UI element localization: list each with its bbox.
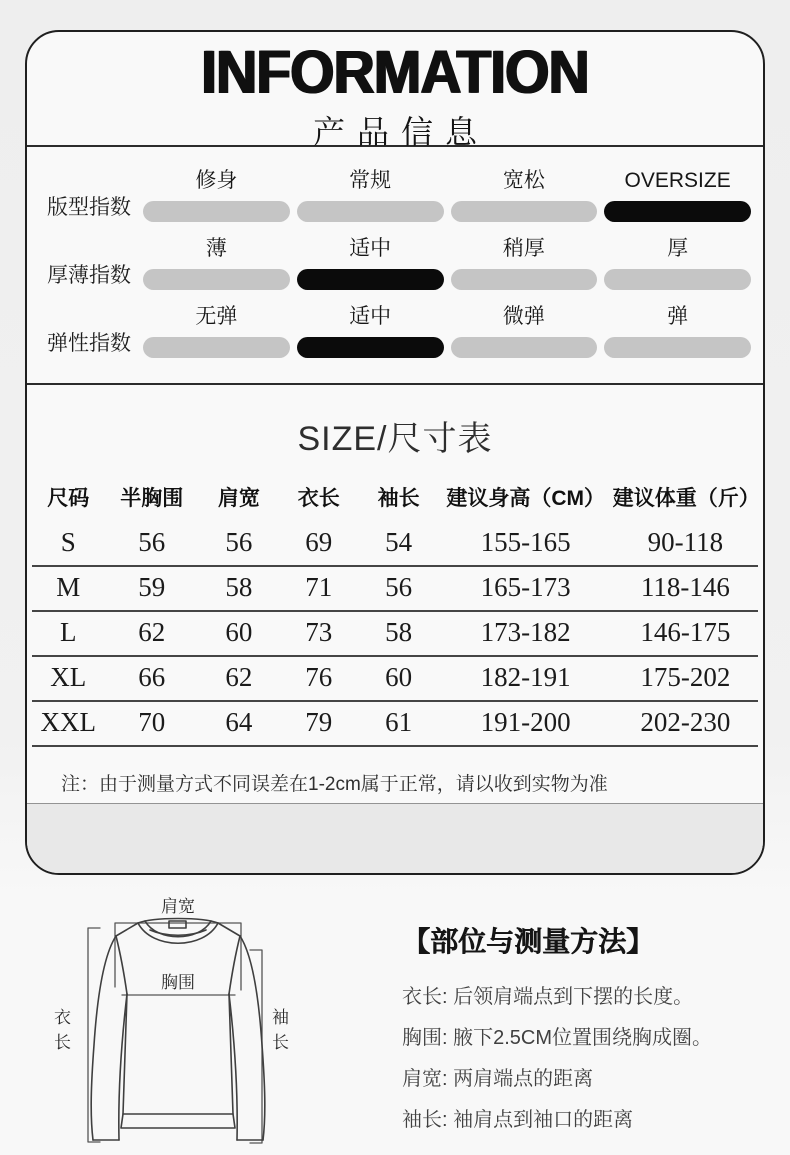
cell-weight: 175-202 bbox=[613, 656, 758, 701]
indicator-pill bbox=[297, 269, 444, 290]
panel-footer bbox=[27, 803, 763, 873]
table-row bbox=[32, 656, 758, 701]
option-label: OVERSIZE bbox=[624, 169, 731, 192]
indicator-pill bbox=[451, 269, 598, 290]
cell-shoulder: 60 bbox=[199, 611, 279, 656]
option-label: 常规 bbox=[349, 169, 392, 192]
cell-weight: 146-175 bbox=[613, 611, 758, 656]
table-row bbox=[32, 701, 758, 746]
cell-chest: 70 bbox=[105, 701, 199, 746]
measure-item-shoulder: 肩宽: 两肩端点的距离 bbox=[402, 1068, 594, 1090]
cell-sleeve: 54 bbox=[359, 522, 439, 566]
size-table-title: SIZE/尺寸表 bbox=[297, 420, 493, 458]
cell-length: 73 bbox=[279, 611, 359, 656]
measure-text bbox=[390, 890, 790, 1155]
cell-height: 191-200 bbox=[439, 701, 613, 746]
cell-weight: 202-230 bbox=[613, 701, 758, 746]
indicator-pill bbox=[451, 201, 598, 222]
size-section bbox=[27, 385, 763, 796]
cell-length: 76 bbox=[279, 656, 359, 701]
cell-chest: 62 bbox=[105, 611, 199, 656]
cell-height: 155-165 bbox=[439, 522, 613, 566]
cell-chest: 66 bbox=[105, 656, 199, 701]
indicator-pill bbox=[143, 201, 290, 222]
column-header: 肩宽 bbox=[217, 487, 260, 510]
cell-height: 173-182 bbox=[439, 611, 613, 656]
cell-shoulder: 64 bbox=[199, 701, 279, 746]
option-label: 微弹 bbox=[502, 305, 545, 329]
diagram-length-label: 衣长 bbox=[51, 1008, 70, 1058]
cell-sleeve: 61 bbox=[359, 701, 439, 746]
indicator-option bbox=[143, 169, 290, 222]
cell-length: 71 bbox=[279, 566, 359, 611]
indicator-row-thickness bbox=[47, 237, 753, 290]
indicator-option bbox=[143, 237, 290, 290]
indicator-pill bbox=[604, 201, 751, 222]
info-panel bbox=[25, 30, 765, 875]
table-row bbox=[32, 611, 758, 656]
diagram-sleeve-label: 袖长 bbox=[269, 1008, 288, 1058]
size-table-header-row bbox=[32, 478, 758, 522]
indicator-option bbox=[451, 237, 598, 290]
cell-chest: 59 bbox=[105, 566, 199, 611]
option-label: 稍厚 bbox=[502, 237, 545, 261]
column-header: 建议身高（CM） bbox=[446, 487, 605, 510]
indicator-option bbox=[297, 305, 444, 358]
cell-shoulder: 58 bbox=[199, 566, 279, 611]
cell-sleeve: 58 bbox=[359, 611, 439, 656]
diagram-chest-label: 胸围 bbox=[161, 973, 195, 992]
cell-size: L bbox=[32, 611, 105, 656]
cell-length: 79 bbox=[279, 701, 359, 746]
table-row bbox=[32, 566, 758, 611]
option-label: 厚 bbox=[667, 237, 689, 261]
indicator-pill bbox=[604, 269, 751, 290]
indicator-options bbox=[143, 237, 753, 290]
cell-shoulder: 56 bbox=[199, 522, 279, 566]
cell-weight: 118-146 bbox=[613, 566, 758, 611]
option-label: 适中 bbox=[349, 305, 392, 329]
cell-height: 182-191 bbox=[439, 656, 613, 701]
option-label: 薄 bbox=[205, 237, 227, 261]
cell-size: M bbox=[32, 566, 105, 611]
cell-height: 165-173 bbox=[439, 566, 613, 611]
size-table bbox=[32, 478, 758, 747]
cell-size: S bbox=[32, 522, 105, 566]
measure-item-length: 衣长: 后领肩端点到下摆的长度。 bbox=[402, 986, 694, 1008]
column-header: 尺码 bbox=[47, 487, 90, 510]
cell-size: XXL bbox=[32, 701, 105, 746]
indicator-row-elasticity bbox=[47, 305, 753, 358]
indicator-pill bbox=[297, 337, 444, 358]
indicator-option bbox=[604, 237, 751, 290]
column-header: 半胸围 bbox=[120, 487, 184, 510]
indicator-options bbox=[143, 305, 753, 358]
indicator-option bbox=[143, 305, 290, 358]
column-header: 衣长 bbox=[297, 487, 340, 510]
page-subtitle: 产品信息 bbox=[312, 114, 489, 150]
indicator-option bbox=[604, 169, 751, 222]
indicator-pill bbox=[143, 269, 290, 290]
page-title: INFORMATION bbox=[201, 36, 589, 107]
cell-sleeve: 56 bbox=[359, 566, 439, 611]
indicator-label: 版型指数 bbox=[47, 196, 131, 220]
indicator-option bbox=[604, 305, 751, 358]
diagram-shoulder-label: 肩宽 bbox=[161, 897, 195, 916]
sweater-line-art bbox=[30, 890, 390, 1155]
indicator-label: 厚薄指数 bbox=[47, 264, 131, 288]
garment-diagram bbox=[30, 890, 390, 1155]
indicator-pill bbox=[143, 337, 290, 358]
indicator-row-fit bbox=[47, 169, 753, 222]
cell-size: XL bbox=[32, 656, 105, 701]
column-header: 袖长 bbox=[377, 487, 420, 510]
measure-item-sleeve: 袖长: 袖肩点到袖口的距离 bbox=[402, 1109, 634, 1131]
measure-item-chest: 胸围: 腋下2.5CM位置围绕胸成圈。 bbox=[402, 1027, 713, 1049]
measure-heading: 【部位与测量方法】 bbox=[402, 926, 655, 957]
measurement-note: 注：由于测量方式不同误差在1-2cm属于正常，请以收到实物为准 bbox=[61, 774, 608, 795]
option-label: 无弹 bbox=[195, 305, 238, 329]
indicator-option bbox=[297, 237, 444, 290]
cell-sleeve: 60 bbox=[359, 656, 439, 701]
indicator-pill bbox=[297, 201, 444, 222]
column-header: 建议体重（斤） bbox=[612, 487, 760, 510]
panel-header bbox=[27, 32, 763, 150]
indicator-pill bbox=[604, 337, 751, 358]
indicator-pill bbox=[451, 337, 598, 358]
option-label: 宽松 bbox=[502, 169, 545, 192]
indicator-section bbox=[27, 147, 763, 385]
indicator-options bbox=[143, 169, 753, 222]
table-row bbox=[32, 522, 758, 566]
measure-section bbox=[0, 890, 790, 1155]
indicator-label: 弹性指数 bbox=[47, 332, 131, 356]
cell-shoulder: 62 bbox=[199, 656, 279, 701]
indicator-option bbox=[451, 305, 598, 358]
option-label: 弹 bbox=[667, 305, 689, 329]
indicator-option bbox=[297, 169, 444, 222]
cell-weight: 90-118 bbox=[613, 522, 758, 566]
cell-length: 69 bbox=[279, 522, 359, 566]
option-label: 修身 bbox=[195, 169, 238, 192]
indicator-option bbox=[451, 169, 598, 222]
cell-chest: 56 bbox=[105, 522, 199, 566]
option-label: 适中 bbox=[349, 237, 392, 261]
